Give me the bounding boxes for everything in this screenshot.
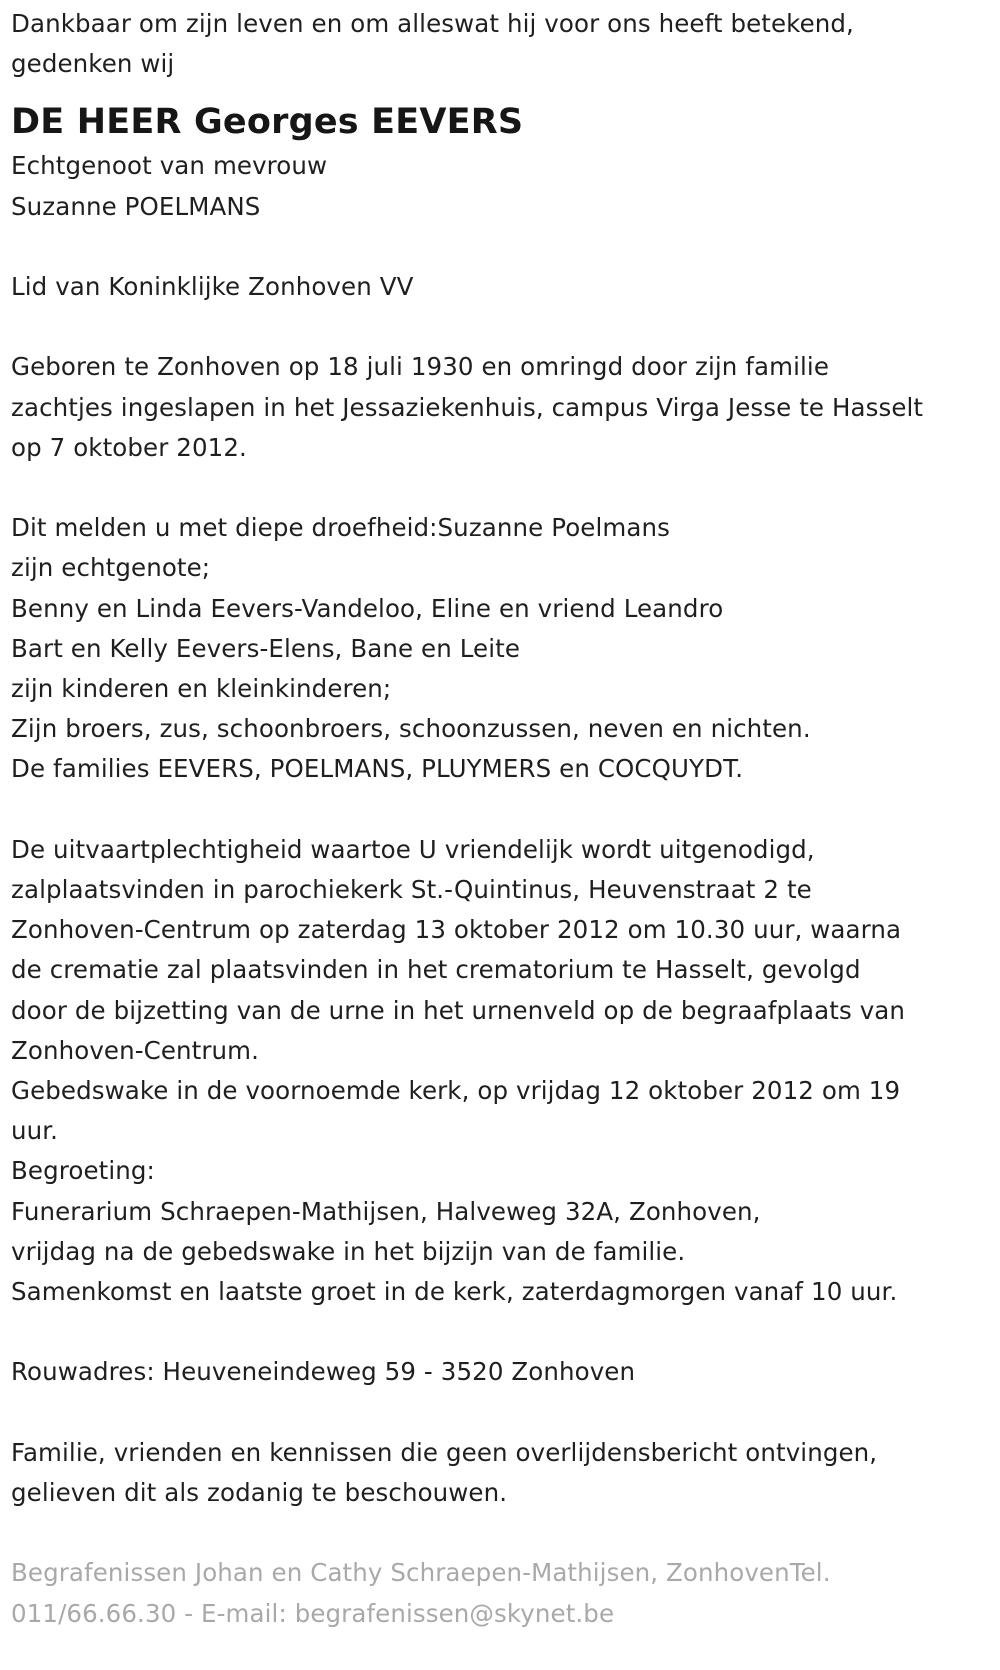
birth-death-section [11, 347, 986, 468]
ceremony-line: Zonhoven-Centrum. [11, 1035, 260, 1065]
footer-line: 011/66.66.30 - E-mail: begrafenissen@skynet.be [11, 1598, 615, 1628]
birth-death-line: Geboren te Zonhoven op 18 juli 1930 en omringd door zijn familie [11, 352, 829, 382]
ceremony-line: de crematie zal plaatsvinden in het crematorium te Hasselt, gevolgd [11, 955, 861, 985]
family-line: zijn kinderen en kleinkinderen; [11, 674, 392, 703]
ceremony-line: Funerarium Schraepen-Mathijsen, Halveweg 32A, Zonhoven, [11, 1196, 761, 1226]
family-line: Zijn broers, zus, schoonbroers, schoonzussen, neven en nichten. [11, 714, 811, 744]
family-line: Bart en Kelly Eevers-Elens, Bane en Leite [11, 633, 521, 663]
ceremony-line: Begroeting: [11, 1156, 155, 1186]
spacer [11, 227, 986, 267]
spouse-section [11, 146, 986, 226]
spacer [11, 790, 986, 830]
spacer [11, 1393, 986, 1433]
family-section [11, 508, 986, 789]
family-line: Dit melden u met diepe droefheid:Suzanne Poelmans [11, 513, 670, 543]
intro-section [11, 4, 986, 84]
birth-death-line: zachtjes ingeslapen in het Jessaziekenhuis, campus Virga Jesse te Hasselt [11, 392, 924, 422]
footer-line: Begrafenissen Johan en Cathy Schraepen-Mathijsen, ZonhovenTel. [11, 1558, 831, 1588]
family-line: De families EEVERS, POELMANS, PLUYMERS en COCQUYDT. [11, 754, 744, 784]
membership-line: Lid van Koninklijke Zonhoven VV [11, 272, 414, 301]
closing-section [11, 1433, 986, 1513]
death-notice [11, 4, 986, 1634]
ceremony-line: door de bijzetting van de urne in het urnenveld op de begraafplaats van [11, 995, 906, 1025]
mourning-address: Rouwadres: Heuveneindeweg 59 - 3520 Zonhoven [11, 1357, 636, 1387]
spacer [11, 1312, 986, 1352]
closing-line: gelieven dit als zodanig te beschouwen. [11, 1478, 508, 1508]
spacer [11, 1513, 986, 1553]
ceremony-line: vrijdag na de gebedswake in het bijzijn van de familie. [11, 1236, 686, 1266]
ceremony-line: uur. [11, 1116, 59, 1146]
ceremony-line: Gebedswake in de voornoemde kerk, op vrijdag 12 oktober 2012 om 19 [11, 1076, 901, 1106]
closing-line: Familie, vrienden en kennissen die geen overlijdensbericht ontvingen, [11, 1437, 878, 1467]
ceremony-section [11, 830, 986, 1312]
intro-line: gedenken wij [11, 49, 175, 79]
ceremony-line: Zonhoven-Centrum op zaterdag 13 oktober 2012 om 10.30 uur, waarna [11, 915, 902, 945]
ceremony-line: zalplaatsvinden in parochiekerk St.-Quintinus, Heuvenstraat 2 te [11, 875, 812, 904]
intro-line: Dankbaar om zijn leven en om alleswat hij voor ons heeft betekend, [11, 9, 854, 38]
spouse-line: Echtgenoot van mevrouw [11, 151, 328, 181]
family-line: zijn echtgenote; [11, 553, 211, 583]
deceased-name: DE HEER Georges EEVERS [11, 102, 524, 143]
undertaker-footer [11, 1553, 986, 1633]
birth-death-line: op 7 oktober 2012. [11, 432, 247, 462]
family-line: Benny en Linda Eevers-Vandeloo, Eline en vriend Leandro [11, 593, 724, 623]
ceremony-line: De uitvaartplechtigheid waartoe U vriendelijk wordt uitgenodigd, [11, 834, 815, 864]
ceremony-line: Samenkomst en laatste groet in de kerk, zaterdagmorgen vanaf 10 uur. [11, 1277, 898, 1307]
spacer [11, 468, 986, 508]
spacer [11, 307, 986, 347]
spouse-line: Suzanne POELMANS [11, 191, 261, 221]
